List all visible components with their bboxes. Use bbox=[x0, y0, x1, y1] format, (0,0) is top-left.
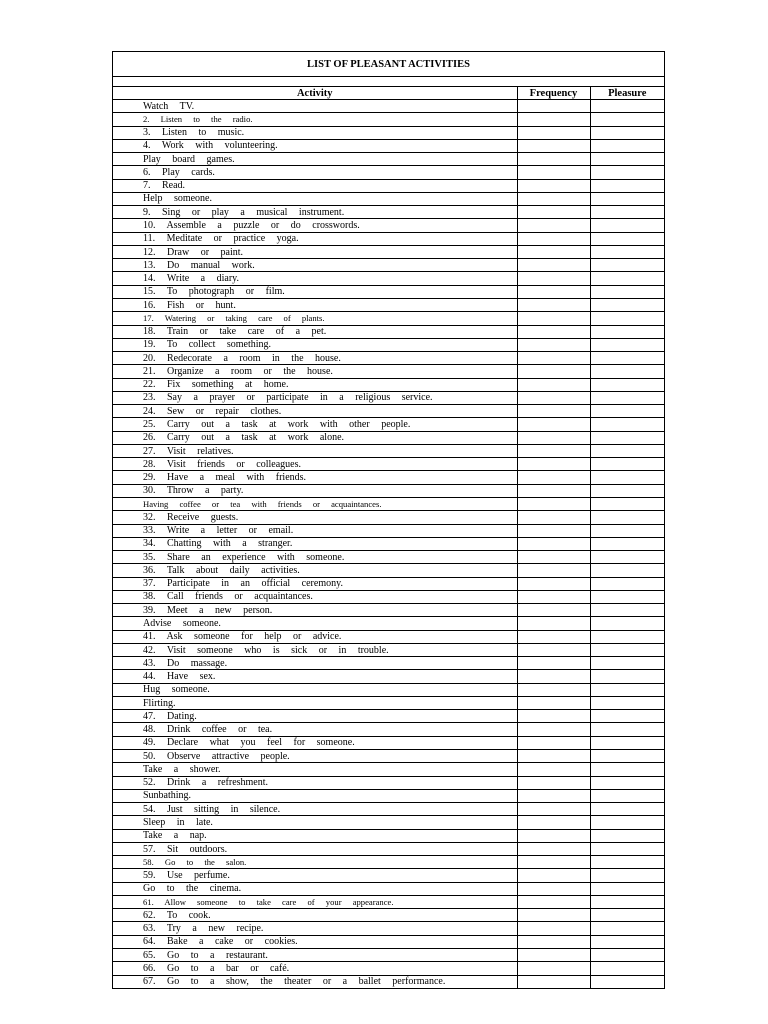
table-row bbox=[113, 763, 664, 776]
pleasure-cell[interactable] bbox=[590, 166, 664, 179]
activity-cell: 44. Have sex. bbox=[113, 670, 517, 683]
activity-cell: Sunbathing. bbox=[113, 789, 517, 802]
table-row bbox=[113, 418, 664, 431]
frequency-cell[interactable] bbox=[517, 537, 590, 550]
frequency-cell[interactable] bbox=[517, 816, 590, 829]
frequency-cell[interactable] bbox=[517, 484, 590, 497]
frequency-cell[interactable] bbox=[517, 391, 590, 404]
table-row bbox=[113, 895, 664, 908]
table-row bbox=[113, 962, 664, 975]
table-row bbox=[113, 617, 664, 630]
frequency-cell[interactable] bbox=[517, 431, 590, 444]
activity-cell: 3. Listen to music. bbox=[113, 126, 517, 139]
table-row bbox=[113, 803, 664, 816]
activity-cell: 11. Meditate or practice yoga. bbox=[113, 232, 517, 245]
activity-cell: 49. Declare what you feel for someone. bbox=[113, 736, 517, 749]
activity-cell: 58. Go to the salon. bbox=[113, 856, 517, 869]
activity-cell: 7. Read. bbox=[113, 179, 517, 192]
pleasure-cell[interactable] bbox=[590, 723, 664, 736]
pleasure-cell[interactable] bbox=[590, 829, 664, 842]
pleasure-cell[interactable] bbox=[590, 856, 664, 869]
activity-cell: 2. Listen to the radio. bbox=[113, 113, 517, 126]
table-row bbox=[113, 750, 664, 763]
activity-cell: 54. Just sitting in silence. bbox=[113, 803, 517, 816]
table-row bbox=[113, 352, 664, 365]
table-row bbox=[113, 577, 664, 590]
frequency-cell[interactable] bbox=[517, 803, 590, 816]
activity-cell: 48. Drink coffee or tea. bbox=[113, 723, 517, 736]
frequency-cell[interactable] bbox=[517, 842, 590, 855]
activity-cell: Sleep in late. bbox=[113, 816, 517, 829]
pleasure-cell[interactable] bbox=[590, 537, 664, 550]
activity-cell: 23. Say a prayer or participate in a religious service. bbox=[113, 391, 517, 404]
table-row bbox=[113, 471, 664, 484]
table-row bbox=[113, 245, 664, 258]
pleasure-cell[interactable] bbox=[590, 113, 664, 126]
table-row bbox=[113, 564, 664, 577]
table-row bbox=[113, 696, 664, 709]
frequency-cell[interactable] bbox=[517, 975, 590, 988]
frequency-cell[interactable] bbox=[517, 564, 590, 577]
pleasure-cell[interactable] bbox=[590, 471, 664, 484]
table-row bbox=[113, 153, 664, 166]
frequency-cell[interactable] bbox=[517, 458, 590, 471]
pleasure-cell[interactable] bbox=[590, 206, 664, 219]
frequency-cell[interactable] bbox=[517, 909, 590, 922]
header-row bbox=[113, 87, 664, 100]
frequency-cell[interactable] bbox=[517, 789, 590, 802]
frequency-cell[interactable] bbox=[517, 272, 590, 285]
table-row bbox=[113, 869, 664, 882]
pleasure-cell[interactable] bbox=[590, 484, 664, 497]
activity-cell: 27. Visit relatives. bbox=[113, 444, 517, 457]
table-row bbox=[113, 524, 664, 537]
table-row bbox=[113, 458, 664, 471]
pleasure-cell[interactable] bbox=[590, 776, 664, 789]
frequency-cell[interactable] bbox=[517, 405, 590, 418]
frequency-cell[interactable] bbox=[517, 219, 590, 232]
pleasure-cell[interactable] bbox=[590, 630, 664, 643]
table-row bbox=[113, 298, 664, 311]
frequency-cell[interactable] bbox=[517, 179, 590, 192]
frequency-cell[interactable] bbox=[517, 511, 590, 524]
table-row bbox=[113, 166, 664, 179]
pleasure-cell[interactable] bbox=[590, 750, 664, 763]
frequency-cell[interactable] bbox=[517, 100, 590, 113]
table-row bbox=[113, 391, 664, 404]
frequency-cell[interactable] bbox=[517, 444, 590, 457]
table-row bbox=[113, 909, 664, 922]
pleasure-cell[interactable] bbox=[590, 458, 664, 471]
activity-cell: Hug someone. bbox=[113, 683, 517, 696]
pleasure-cell[interactable] bbox=[590, 643, 664, 656]
frequency-cell[interactable] bbox=[517, 723, 590, 736]
frequency-cell[interactable] bbox=[517, 670, 590, 683]
frequency-cell[interactable] bbox=[517, 192, 590, 205]
table-row bbox=[113, 856, 664, 869]
activity-cell: Flirting. bbox=[113, 696, 517, 709]
frequency-cell[interactable] bbox=[517, 882, 590, 895]
frequency-header: Frequency bbox=[517, 87, 590, 100]
pleasure-cell[interactable] bbox=[590, 869, 664, 882]
activity-cell: 26. Carry out a task at work alone. bbox=[113, 431, 517, 444]
frequency-cell[interactable] bbox=[517, 630, 590, 643]
frequency-cell[interactable] bbox=[517, 590, 590, 603]
pleasure-cell[interactable] bbox=[590, 789, 664, 802]
pleasure-cell[interactable] bbox=[590, 232, 664, 245]
activity-cell: 66. Go to a bar or café. bbox=[113, 962, 517, 975]
pleasure-cell[interactable] bbox=[590, 365, 664, 378]
pleasure-cell[interactable] bbox=[590, 431, 664, 444]
pleasure-cell[interactable] bbox=[590, 604, 664, 617]
pleasure-cell[interactable] bbox=[590, 577, 664, 590]
pleasure-cell[interactable] bbox=[590, 763, 664, 776]
frequency-cell[interactable] bbox=[517, 153, 590, 166]
pleasure-cell[interactable] bbox=[590, 153, 664, 166]
frequency-cell[interactable] bbox=[517, 895, 590, 908]
table-row bbox=[113, 405, 664, 418]
pleasure-cell[interactable] bbox=[590, 352, 664, 365]
frequency-cell[interactable] bbox=[517, 776, 590, 789]
activity-cell: 29. Have a meal with friends. bbox=[113, 471, 517, 484]
frequency-cell[interactable] bbox=[517, 418, 590, 431]
activity-cell: 33. Write a letter or email. bbox=[113, 524, 517, 537]
activity-cell: 30. Throw a party. bbox=[113, 484, 517, 497]
table-row bbox=[113, 497, 664, 510]
table-row bbox=[113, 590, 664, 603]
pleasure-cell[interactable] bbox=[590, 219, 664, 232]
table-row bbox=[113, 670, 664, 683]
activity-header: Activity bbox=[113, 87, 517, 100]
activity-cell: 59. Use perfume. bbox=[113, 869, 517, 882]
activity-cell: Take a nap. bbox=[113, 829, 517, 842]
table-row bbox=[113, 219, 664, 232]
frequency-cell[interactable] bbox=[517, 113, 590, 126]
frequency-cell[interactable] bbox=[517, 298, 590, 311]
frequency-cell[interactable] bbox=[517, 524, 590, 537]
activity-cell: 6. Play cards. bbox=[113, 166, 517, 179]
activity-cell: 63. Try a new recipe. bbox=[113, 922, 517, 935]
table-row bbox=[113, 365, 664, 378]
pleasure-cell[interactable] bbox=[590, 736, 664, 749]
pleasure-cell[interactable] bbox=[590, 126, 664, 139]
table-row bbox=[113, 126, 664, 139]
table-row bbox=[113, 259, 664, 272]
pleasure-header: Pleasure bbox=[590, 87, 664, 100]
activity-cell: 14. Write a diary. bbox=[113, 272, 517, 285]
pleasure-cell[interactable] bbox=[590, 962, 664, 975]
frequency-cell[interactable] bbox=[517, 935, 590, 948]
activity-cell: 22. Fix something at home. bbox=[113, 378, 517, 391]
activity-cell: Take a shower. bbox=[113, 763, 517, 776]
table-row bbox=[113, 723, 664, 736]
frequency-cell[interactable] bbox=[517, 763, 590, 776]
frequency-cell[interactable] bbox=[517, 232, 590, 245]
activity-cell: Help someone. bbox=[113, 192, 517, 205]
activity-cell: Having coffee or tea with friends or acquaintances. bbox=[113, 497, 517, 510]
activity-cell: 62. To cook. bbox=[113, 909, 517, 922]
table-row bbox=[113, 935, 664, 948]
table-row bbox=[113, 100, 664, 113]
activity-cell: 65. Go to a restaurant. bbox=[113, 949, 517, 962]
activity-cell: 15. To photograph or film. bbox=[113, 285, 517, 298]
frequency-cell[interactable] bbox=[517, 577, 590, 590]
frequency-cell[interactable] bbox=[517, 378, 590, 391]
frequency-cell[interactable] bbox=[517, 922, 590, 935]
table-row bbox=[113, 975, 664, 988]
pleasure-cell[interactable] bbox=[590, 882, 664, 895]
activity-cell: Advise someone. bbox=[113, 617, 517, 630]
pleasure-cell[interactable] bbox=[590, 418, 664, 431]
activity-cell: 42. Visit someone who is sick or in trouble. bbox=[113, 643, 517, 656]
table-row bbox=[113, 816, 664, 829]
frequency-cell[interactable] bbox=[517, 206, 590, 219]
activity-cell: 19. To collect something. bbox=[113, 338, 517, 351]
pleasure-cell[interactable] bbox=[590, 312, 664, 325]
pleasure-cell[interactable] bbox=[590, 298, 664, 311]
pleasure-cell[interactable] bbox=[590, 338, 664, 351]
frequency-cell[interactable] bbox=[517, 471, 590, 484]
pleasure-cell[interactable] bbox=[590, 325, 664, 338]
table-row bbox=[113, 683, 664, 696]
frequency-cell[interactable] bbox=[517, 604, 590, 617]
table-row bbox=[113, 829, 664, 842]
activity-cell: 57. Sit outdoors. bbox=[113, 842, 517, 855]
frequency-cell[interactable] bbox=[517, 949, 590, 962]
activity-cell: 21. Organize a room or the house. bbox=[113, 365, 517, 378]
pleasure-cell[interactable] bbox=[590, 551, 664, 564]
table-row bbox=[113, 922, 664, 935]
activity-cell: 50. Observe attractive people. bbox=[113, 750, 517, 763]
activity-cell: Watch TV. bbox=[113, 100, 517, 113]
sheet-title: LIST OF PLEASANT ACTIVITIES bbox=[113, 52, 664, 77]
table-row bbox=[113, 312, 664, 325]
table-row bbox=[113, 378, 664, 391]
activity-cell: 35. Share an experience with someone. bbox=[113, 551, 517, 564]
frequency-cell[interactable] bbox=[517, 312, 590, 325]
pleasure-cell[interactable] bbox=[590, 511, 664, 524]
activity-cell: Play board games. bbox=[113, 153, 517, 166]
activity-cell: 39. Meet a new person. bbox=[113, 604, 517, 617]
table-row bbox=[113, 139, 664, 152]
pleasure-cell[interactable] bbox=[590, 179, 664, 192]
activity-cell: 61. Allow someone to take care of your appearance. bbox=[113, 895, 517, 908]
pleasure-cell[interactable] bbox=[590, 139, 664, 152]
pleasure-cell[interactable] bbox=[590, 100, 664, 113]
pleasure-cell[interactable] bbox=[590, 683, 664, 696]
pleasure-cell[interactable] bbox=[590, 935, 664, 948]
pleasure-cell[interactable] bbox=[590, 909, 664, 922]
frequency-cell[interactable] bbox=[517, 245, 590, 258]
pleasure-cell[interactable] bbox=[590, 378, 664, 391]
pleasure-cell[interactable] bbox=[590, 285, 664, 298]
activity-cell: 20. Redecorate a room in the house. bbox=[113, 352, 517, 365]
pleasure-cell[interactable] bbox=[590, 391, 664, 404]
pleasure-cell[interactable] bbox=[590, 524, 664, 537]
frequency-cell[interactable] bbox=[517, 166, 590, 179]
frequency-cell[interactable] bbox=[517, 962, 590, 975]
table-row bbox=[113, 842, 664, 855]
activity-cell: 16. Fish or hunt. bbox=[113, 298, 517, 311]
frequency-cell[interactable] bbox=[517, 869, 590, 882]
frequency-cell[interactable] bbox=[517, 365, 590, 378]
table-row bbox=[113, 338, 664, 351]
table-row bbox=[113, 949, 664, 962]
table-row bbox=[113, 484, 664, 497]
activity-cell: 32. Receive guests. bbox=[113, 511, 517, 524]
table-row bbox=[113, 192, 664, 205]
activity-cell: 43. Do massage. bbox=[113, 657, 517, 670]
frequency-cell[interactable] bbox=[517, 710, 590, 723]
pleasure-cell[interactable] bbox=[590, 272, 664, 285]
activity-cell: 67. Go to a show, the theater or a ballet performance. bbox=[143, 976, 446, 988]
frequency-cell[interactable] bbox=[517, 497, 590, 510]
table-row bbox=[113, 882, 664, 895]
table-row bbox=[113, 736, 664, 749]
pleasure-cell[interactable] bbox=[590, 444, 664, 457]
table-row bbox=[113, 776, 664, 789]
frequency-cell[interactable] bbox=[517, 338, 590, 351]
activity-cell: 25. Carry out a task at work with other people. bbox=[113, 418, 517, 431]
pleasure-cell[interactable] bbox=[590, 922, 664, 935]
table-row bbox=[113, 789, 664, 802]
pleasure-cell[interactable] bbox=[590, 975, 664, 988]
frequency-cell[interactable] bbox=[517, 736, 590, 749]
pleasure-cell[interactable] bbox=[590, 803, 664, 816]
pleasure-cell[interactable] bbox=[590, 192, 664, 205]
activities-sheet bbox=[112, 51, 665, 989]
pleasure-cell[interactable] bbox=[590, 816, 664, 829]
activities-table bbox=[113, 87, 664, 988]
table-row bbox=[113, 710, 664, 723]
frequency-cell[interactable] bbox=[517, 139, 590, 152]
activity-cell: 36. Talk about daily activities. bbox=[113, 564, 517, 577]
activity-cell: 41. Ask someone for help or advice. bbox=[113, 630, 517, 643]
spacer-row bbox=[113, 77, 664, 87]
pleasure-cell[interactable] bbox=[590, 590, 664, 603]
activity-cell: 24. Sew or repair clothes. bbox=[113, 405, 517, 418]
activity-cell: 47. Dating. bbox=[113, 710, 517, 723]
frequency-cell[interactable] bbox=[517, 856, 590, 869]
table-row bbox=[113, 643, 664, 656]
pleasure-cell[interactable] bbox=[590, 245, 664, 258]
table-row bbox=[113, 537, 664, 550]
frequency-cell[interactable] bbox=[517, 696, 590, 709]
table-row bbox=[113, 657, 664, 670]
table-row bbox=[113, 511, 664, 524]
pleasure-cell[interactable] bbox=[590, 842, 664, 855]
table-row bbox=[113, 604, 664, 617]
table-row bbox=[113, 285, 664, 298]
activity-cell: 64. Bake a cake or cookies. bbox=[113, 935, 517, 948]
frequency-cell[interactable] bbox=[517, 750, 590, 763]
activity-cell: 28. Visit friends or colleagues. bbox=[113, 458, 517, 471]
pleasure-cell[interactable] bbox=[590, 710, 664, 723]
activity-cell: 4. Work with volunteering. bbox=[113, 139, 517, 152]
frequency-cell[interactable] bbox=[517, 352, 590, 365]
table-row bbox=[113, 272, 664, 285]
activity-cell: 10. Assemble a puzzle or do crosswords. bbox=[113, 219, 517, 232]
table-row bbox=[113, 325, 664, 338]
activity-rows bbox=[113, 100, 664, 988]
pleasure-cell[interactable] bbox=[590, 405, 664, 418]
activity-cell: 13. Do manual work. bbox=[113, 259, 517, 272]
pleasure-cell[interactable] bbox=[590, 564, 664, 577]
table-row bbox=[113, 206, 664, 219]
activity-cell: Go to the cinema. bbox=[113, 882, 517, 895]
activity-cell: 34. Chatting with a stranger. bbox=[113, 537, 517, 550]
activity-cell: 38. Call friends or acquaintances. bbox=[113, 590, 517, 603]
table-row bbox=[113, 179, 664, 192]
pleasure-cell[interactable] bbox=[590, 949, 664, 962]
activity-cell: 52. Drink a refreshment. bbox=[113, 776, 517, 789]
pleasure-cell[interactable] bbox=[590, 670, 664, 683]
table-row bbox=[113, 444, 664, 457]
frequency-cell[interactable] bbox=[517, 551, 590, 564]
pleasure-cell[interactable] bbox=[590, 895, 664, 908]
activity-cell: 37. Participate in an official ceremony. bbox=[113, 577, 517, 590]
activity-cell: 12. Draw or paint. bbox=[113, 245, 517, 258]
frequency-cell[interactable] bbox=[517, 325, 590, 338]
table-row bbox=[113, 232, 664, 245]
frequency-cell[interactable] bbox=[517, 683, 590, 696]
pleasure-cell[interactable] bbox=[590, 497, 664, 510]
frequency-cell[interactable] bbox=[517, 657, 590, 670]
table-row bbox=[113, 630, 664, 643]
activity-cell: 9. Sing or play a musical instrument. bbox=[113, 206, 517, 219]
activity-cell: 18. Train or take care of a pet. bbox=[113, 325, 517, 338]
activity-cell: 17. Watering or taking care of plants. bbox=[113, 312, 517, 325]
table-row bbox=[113, 431, 664, 444]
pleasure-cell[interactable] bbox=[590, 696, 664, 709]
pleasure-cell[interactable] bbox=[590, 617, 664, 630]
table-row bbox=[113, 551, 664, 564]
table-row bbox=[113, 113, 664, 126]
frequency-cell[interactable] bbox=[517, 259, 590, 272]
frequency-cell[interactable] bbox=[517, 643, 590, 656]
frequency-cell[interactable] bbox=[517, 285, 590, 298]
pleasure-cell[interactable] bbox=[590, 657, 664, 670]
pleasure-cell[interactable] bbox=[590, 259, 664, 272]
frequency-cell[interactable] bbox=[517, 829, 590, 842]
frequency-cell[interactable] bbox=[517, 126, 590, 139]
frequency-cell[interactable] bbox=[517, 617, 590, 630]
